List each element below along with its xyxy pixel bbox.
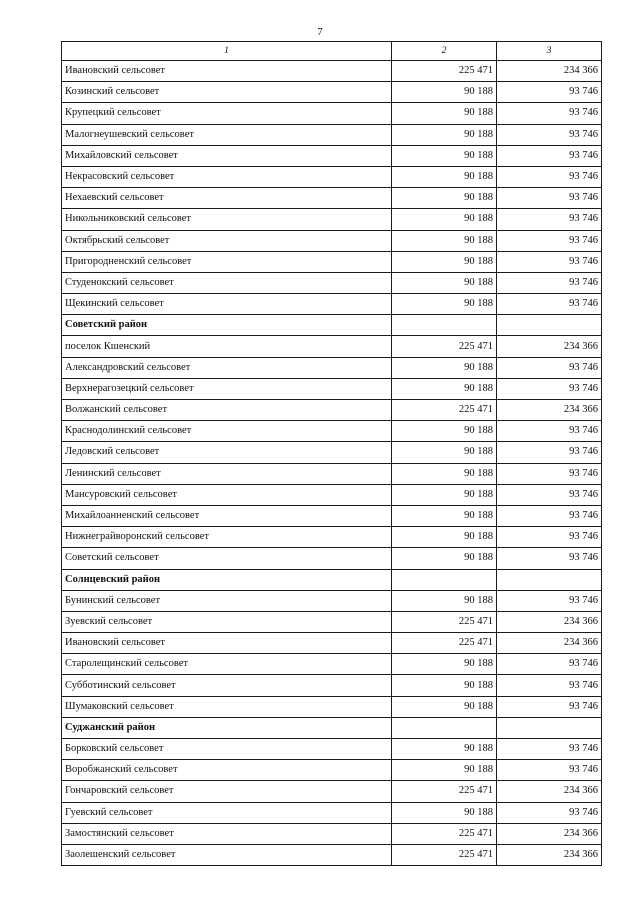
value-col-2	[392, 717, 497, 738]
value-col-2: 90 188	[392, 527, 497, 548]
column-header-3: 3	[497, 42, 602, 61]
district-row	[62, 569, 602, 590]
value-col-3: 93 746	[497, 590, 602, 611]
district-name: Солнцевский район	[62, 569, 392, 590]
value-col-2: 90 188	[392, 654, 497, 675]
settlement-name: Гончаровский сельсовет	[62, 781, 392, 802]
value-col-3	[497, 717, 602, 738]
value-col-2: 90 188	[392, 230, 497, 251]
value-col-3: 93 746	[497, 760, 602, 781]
value-col-2: 225 471	[392, 781, 497, 802]
settlement-name: Зуевский сельсовет	[62, 611, 392, 632]
value-col-3: 93 746	[497, 527, 602, 548]
value-col-2: 90 188	[392, 484, 497, 505]
value-col-2: 225 471	[392, 61, 497, 82]
value-col-3: 93 746	[497, 442, 602, 463]
value-col-3: 93 746	[497, 463, 602, 484]
value-col-2: 225 471	[392, 633, 497, 654]
table-row	[62, 823, 602, 844]
value-col-3: 93 746	[497, 654, 602, 675]
value-col-2: 225 471	[392, 823, 497, 844]
settlement-name: Советский сельсовет	[62, 548, 392, 569]
page-number: 7	[317, 26, 323, 38]
settlement-name: Никольниковский сельсовет	[62, 209, 392, 230]
value-col-3: 234 366	[497, 633, 602, 654]
value-col-3: 93 746	[497, 378, 602, 399]
value-col-3: 93 746	[497, 188, 602, 209]
settlement-name: Пригородненский сельсовет	[62, 251, 392, 272]
settlement-name: Краснодолинский сельсовет	[62, 421, 392, 442]
value-col-3: 93 746	[497, 675, 602, 696]
table-row	[62, 124, 602, 145]
settlement-name: Замостянский сельсовет	[62, 823, 392, 844]
table-row	[62, 527, 602, 548]
table-row	[62, 336, 602, 357]
table-row	[62, 400, 602, 421]
value-col-2: 90 188	[392, 357, 497, 378]
table-row	[62, 802, 602, 823]
allocation-table	[61, 41, 602, 866]
value-col-2: 90 188	[392, 442, 497, 463]
table-row	[62, 188, 602, 209]
value-col-3: 234 366	[497, 611, 602, 632]
settlement-name: Бунинский сельсовет	[62, 590, 392, 611]
settlement-name: Ленинский сельсовет	[62, 463, 392, 484]
settlement-name: Некрасовский сельсовет	[62, 166, 392, 187]
value-col-2: 90 188	[392, 802, 497, 823]
table-row	[62, 654, 602, 675]
value-col-2: 90 188	[392, 209, 497, 230]
value-col-2: 90 188	[392, 82, 497, 103]
value-col-3: 93 746	[497, 124, 602, 145]
table-row	[62, 505, 602, 526]
table-row	[62, 442, 602, 463]
value-col-2: 90 188	[392, 272, 497, 293]
value-col-3: 93 746	[497, 166, 602, 187]
settlement-name: Борковский сельсовет	[62, 739, 392, 760]
value-col-2: 225 471	[392, 611, 497, 632]
settlement-name: Мансуровский сельсовет	[62, 484, 392, 505]
settlement-name: Михайловский сельсовет	[62, 145, 392, 166]
district-name: Суджанский район	[62, 717, 392, 738]
settlement-name: Субботинский сельсовет	[62, 675, 392, 696]
table-row	[62, 209, 602, 230]
value-col-3: 93 746	[497, 145, 602, 166]
value-col-3: 93 746	[497, 209, 602, 230]
value-col-3: 234 366	[497, 781, 602, 802]
value-col-3: 93 746	[497, 484, 602, 505]
value-col-2: 90 188	[392, 463, 497, 484]
settlement-name: Нижнеграйворонский сельсовет	[62, 527, 392, 548]
table-row	[62, 611, 602, 632]
table-row	[62, 61, 602, 82]
value-col-2: 225 471	[392, 336, 497, 357]
settlement-name: Ивановский сельсовет	[62, 61, 392, 82]
table-row	[62, 251, 602, 272]
settlement-name: Александровский сельсовет	[62, 357, 392, 378]
settlement-name: Крупецкий сельсовет	[62, 103, 392, 124]
value-col-3: 93 746	[497, 103, 602, 124]
value-col-3: 234 366	[497, 823, 602, 844]
table-header-row	[62, 42, 602, 61]
table-row	[62, 272, 602, 293]
table-row	[62, 82, 602, 103]
table-row	[62, 357, 602, 378]
table-row	[62, 633, 602, 654]
settlement-name: Щекинский сельсовет	[62, 294, 392, 315]
value-col-3: 234 366	[497, 844, 602, 865]
value-col-3: 234 366	[497, 61, 602, 82]
value-col-2: 225 471	[392, 400, 497, 421]
settlement-name: Воробжанский сельсовет	[62, 760, 392, 781]
value-col-3: 93 746	[497, 421, 602, 442]
table-row	[62, 739, 602, 760]
table-row	[62, 294, 602, 315]
value-col-3: 93 746	[497, 802, 602, 823]
value-col-2: 90 188	[392, 739, 497, 760]
value-col-2: 90 188	[392, 548, 497, 569]
value-col-3	[497, 315, 602, 336]
table-row	[62, 103, 602, 124]
value-col-2: 90 188	[392, 760, 497, 781]
value-col-3: 93 746	[497, 739, 602, 760]
value-col-2: 90 188	[392, 421, 497, 442]
settlement-name: Октябрьский сельсовет	[62, 230, 392, 251]
table-row	[62, 696, 602, 717]
value-col-2	[392, 315, 497, 336]
settlement-name: Ледовский сельсовет	[62, 442, 392, 463]
value-col-2: 90 188	[392, 103, 497, 124]
settlement-name: Верхнерагозецкий сельсовет	[62, 378, 392, 399]
value-col-2: 90 188	[392, 675, 497, 696]
value-col-2: 90 188	[392, 696, 497, 717]
value-col-3: 234 366	[497, 336, 602, 357]
value-col-3: 93 746	[497, 251, 602, 272]
value-col-3	[497, 569, 602, 590]
value-col-3: 93 746	[497, 272, 602, 293]
settlement-name: Козинский сельсовет	[62, 82, 392, 103]
settlement-name: Шумаковский сельсовет	[62, 696, 392, 717]
table-row	[62, 484, 602, 505]
value-col-2: 90 188	[392, 124, 497, 145]
settlement-name: Нехаевский сельсовет	[62, 188, 392, 209]
table-row	[62, 463, 602, 484]
value-col-3: 93 746	[497, 230, 602, 251]
settlement-name: Волжанский сельсовет	[62, 400, 392, 421]
settlement-name: Заолешенский сельсовет	[62, 844, 392, 865]
table-row	[62, 145, 602, 166]
table-row	[62, 590, 602, 611]
value-col-2: 90 188	[392, 294, 497, 315]
value-col-2: 90 188	[392, 145, 497, 166]
settlement-name: Михайлоанненский сельсовет	[62, 505, 392, 526]
settlement-name: Студенокский сельсовет	[62, 272, 392, 293]
value-col-3: 234 366	[497, 400, 602, 421]
table-body	[62, 42, 602, 866]
district-name: Советский район	[62, 315, 392, 336]
value-col-2: 90 188	[392, 378, 497, 399]
table-row	[62, 760, 602, 781]
settlement-name: Малогнеушевский сельсовет	[62, 124, 392, 145]
settlement-name: Гуевский сельсовет	[62, 802, 392, 823]
table-row	[62, 230, 602, 251]
column-header-1: 1	[62, 42, 392, 61]
column-header-2: 2	[392, 42, 497, 61]
table-row	[62, 781, 602, 802]
table-row	[62, 844, 602, 865]
value-col-2: 225 471	[392, 844, 497, 865]
value-col-2: 90 188	[392, 166, 497, 187]
settlement-name: Ивановский сельсовет	[62, 633, 392, 654]
district-row	[62, 717, 602, 738]
value-col-3: 93 746	[497, 696, 602, 717]
table-row	[62, 166, 602, 187]
district-row	[62, 315, 602, 336]
settlement-name: Старолещинский сельсовет	[62, 654, 392, 675]
table-row	[62, 548, 602, 569]
value-col-3: 93 746	[497, 294, 602, 315]
value-col-3: 93 746	[497, 505, 602, 526]
value-col-2: 90 188	[392, 590, 497, 611]
value-col-2: 90 188	[392, 251, 497, 272]
settlement-name: поселок Кшенский	[62, 336, 392, 357]
value-col-2	[392, 569, 497, 590]
table-row	[62, 421, 602, 442]
value-col-3: 93 746	[497, 548, 602, 569]
table-row	[62, 378, 602, 399]
value-col-2: 90 188	[392, 505, 497, 526]
value-col-3: 93 746	[497, 357, 602, 378]
value-col-2: 90 188	[392, 188, 497, 209]
value-col-3: 93 746	[497, 82, 602, 103]
table-row	[62, 675, 602, 696]
